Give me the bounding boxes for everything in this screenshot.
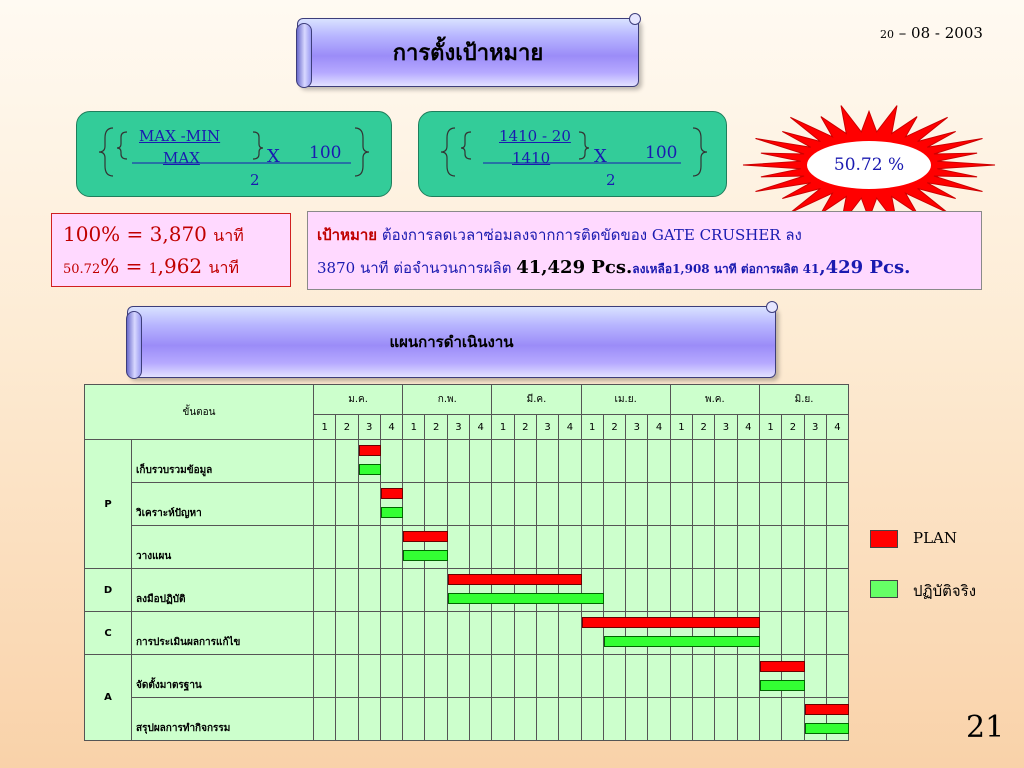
week-cell (425, 440, 447, 483)
table-row (85, 698, 849, 741)
week-cell (470, 526, 492, 569)
step-name: จัดตั้งมาตรฐาน (132, 655, 314, 698)
page-number: 21 (966, 710, 1005, 745)
legend-actual-label: ปฏิบัติจริง (913, 582, 977, 600)
week-cell (358, 698, 380, 741)
week-cell (514, 569, 536, 612)
week-cell (626, 655, 648, 698)
target-line-1-text: ต้องการลดเวลาซ่อมลงจากการติดขัดของ GATE CRUSHER ลง (377, 226, 802, 244)
week-cell (648, 612, 670, 655)
week-cell (536, 569, 558, 612)
week-cell (804, 612, 826, 655)
week-cell (380, 655, 402, 698)
formula-brackets-icon (419, 112, 726, 196)
week-cell (804, 569, 826, 612)
week-cell (670, 440, 692, 483)
week-cell (759, 526, 781, 569)
week-cell (380, 526, 402, 569)
target-line-1 (317, 223, 802, 247)
week-cell (782, 440, 804, 483)
formula-values-factor: 100 (645, 143, 678, 163)
month-header: ก.พ. (403, 385, 492, 415)
target-line-2-c: ลงเหลือ1,908 นาที ต่อการผลิต 41 (632, 262, 820, 276)
week-cell (737, 612, 759, 655)
week-cell (403, 440, 425, 483)
week-cell (782, 655, 804, 698)
week-cell (403, 612, 425, 655)
week-header: 3 (536, 415, 558, 440)
week-header: 4 (648, 415, 670, 440)
week-cell (782, 698, 804, 741)
page-title: การตั้งเป้าหมาย (392, 40, 544, 66)
week-cell (492, 612, 514, 655)
week-cell (425, 526, 447, 569)
week-header: 1 (492, 415, 514, 440)
week-cell (826, 526, 848, 569)
week-cell (715, 655, 737, 698)
week-header: 1 (759, 415, 781, 440)
week-cell (648, 698, 670, 741)
week-cell (470, 483, 492, 526)
formula-brackets-icon (77, 112, 391, 196)
week-cell (314, 655, 336, 698)
week-header: 2 (693, 415, 715, 440)
week-cell (403, 698, 425, 741)
week-cell (514, 483, 536, 526)
week-cell (559, 569, 581, 612)
week-cell (581, 526, 603, 569)
week-cell (358, 483, 380, 526)
week-header: 4 (380, 415, 402, 440)
formula-values-denominator: 1410 (512, 149, 551, 167)
week-cell (693, 440, 715, 483)
week-cell (314, 483, 336, 526)
month-header: ม.ค. (314, 385, 403, 415)
week-cell (826, 612, 848, 655)
week-cell (358, 440, 380, 483)
week-cell (626, 698, 648, 741)
week-cell (470, 655, 492, 698)
week-cell (759, 612, 781, 655)
formula-generic-box (76, 111, 392, 197)
week-cell (336, 569, 358, 612)
week-header: 3 (626, 415, 648, 440)
week-cell (804, 440, 826, 483)
week-cell (425, 698, 447, 741)
step-header: ขั้นตอน (85, 385, 314, 440)
week-cell (670, 526, 692, 569)
date-label (880, 24, 983, 42)
week-cell (670, 655, 692, 698)
result-burst (742, 103, 996, 228)
week-cell (314, 526, 336, 569)
week-cell (358, 612, 380, 655)
month-header: มิ.ย. (759, 385, 848, 415)
formula-values-box (418, 111, 727, 197)
week-cell (492, 698, 514, 741)
week-cell (759, 569, 781, 612)
week-cell (670, 698, 692, 741)
title-banner (297, 18, 639, 87)
week-cell (626, 440, 648, 483)
week-cell (603, 569, 625, 612)
week-cell (425, 655, 447, 698)
date-rest: – 08 - 2003 (894, 24, 983, 42)
week-header: 1 (403, 415, 425, 440)
week-cell (804, 483, 826, 526)
week-cell (514, 698, 536, 741)
week-cell (648, 569, 670, 612)
formula-generic-times: X (267, 146, 280, 167)
week-cell (358, 569, 380, 612)
month-header: มี.ค. (492, 385, 581, 415)
week-cell (693, 612, 715, 655)
week-cell (603, 612, 625, 655)
week-cell (380, 440, 402, 483)
table-row (85, 483, 849, 526)
time-line-1-unit: นาที (213, 226, 244, 245)
target-line-2-d: ,429 Pcs. (819, 257, 911, 278)
table-row (85, 440, 849, 483)
week-cell (492, 526, 514, 569)
week-cell (693, 526, 715, 569)
week-cell (314, 569, 336, 612)
week-cell (826, 698, 848, 741)
week-cell (425, 483, 447, 526)
step-name: วิเคราะห์ปัญหา (132, 483, 314, 526)
week-cell (826, 655, 848, 698)
target-label: เป้าหมาย (317, 226, 378, 244)
week-cell (648, 526, 670, 569)
week-cell (826, 483, 848, 526)
week-cell (314, 440, 336, 483)
table-row (85, 655, 849, 698)
target-line-2-b: 41,429 Pcs. (516, 257, 633, 278)
week-header: 3 (358, 415, 380, 440)
week-cell (626, 526, 648, 569)
week-cell (715, 483, 737, 526)
formula-generic-numerator: MAX -MIN (139, 127, 221, 145)
week-header: 1 (314, 415, 336, 440)
week-cell (581, 655, 603, 698)
week-cell (559, 612, 581, 655)
week-cell (403, 655, 425, 698)
week-cell (737, 569, 759, 612)
week-cell (447, 526, 469, 569)
phase-code: A (85, 655, 132, 741)
formula-generic-divisor: 2 (250, 171, 260, 189)
week-cell (492, 440, 514, 483)
week-cell (670, 569, 692, 612)
week-header: 4 (737, 415, 759, 440)
week-cell (826, 440, 848, 483)
week-header: 1 (670, 415, 692, 440)
plan-banner (127, 306, 776, 378)
week-cell (782, 612, 804, 655)
week-cell (358, 526, 380, 569)
week-cell (314, 612, 336, 655)
week-header: 3 (447, 415, 469, 440)
week-cell (447, 698, 469, 741)
week-header: 4 (826, 415, 848, 440)
week-cell (670, 612, 692, 655)
phase-code: P (85, 440, 132, 569)
week-cell (715, 698, 737, 741)
week-cell (492, 483, 514, 526)
week-cell (536, 526, 558, 569)
week-cell (693, 483, 715, 526)
week-cell (715, 440, 737, 483)
week-cell (581, 569, 603, 612)
result-value: 50.72 % (833, 155, 905, 175)
week-cell (336, 526, 358, 569)
week-cell (693, 569, 715, 612)
week-cell (380, 612, 402, 655)
week-cell (447, 483, 469, 526)
time-line-2-percent: 50.72 (63, 262, 101, 277)
week-cell (715, 526, 737, 569)
week-cell (514, 612, 536, 655)
week-cell (336, 655, 358, 698)
step-name: การประเมินผลการแก้ไข (132, 612, 314, 655)
week-cell (603, 698, 625, 741)
week-cell (380, 483, 402, 526)
week-cell (737, 698, 759, 741)
week-cell (559, 483, 581, 526)
time-box (51, 213, 291, 287)
week-cell (603, 440, 625, 483)
week-cell (470, 440, 492, 483)
week-cell (826, 569, 848, 612)
week-cell (514, 655, 536, 698)
week-cell (626, 612, 648, 655)
table-row (85, 612, 849, 655)
table-row (85, 526, 849, 569)
week-cell (559, 655, 581, 698)
week-cell (536, 655, 558, 698)
step-name: ลงมือปฏิบัติ (132, 569, 314, 612)
week-cell (782, 526, 804, 569)
week-cell (670, 483, 692, 526)
step-name: สรุปผลการทำกิจกรรม (132, 698, 314, 741)
week-header: 3 (715, 415, 737, 440)
month-header: เม.ย. (581, 385, 670, 415)
week-cell (492, 569, 514, 612)
week-cell (603, 483, 625, 526)
week-header: 4 (470, 415, 492, 440)
week-cell (581, 483, 603, 526)
target-line-2-a: 3870 นาที ต่อจำนวนการผลิต (317, 259, 517, 277)
week-cell (648, 483, 670, 526)
week-cell (581, 612, 603, 655)
week-cell (403, 483, 425, 526)
week-cell (470, 569, 492, 612)
week-header: 2 (336, 415, 358, 440)
week-cell (648, 655, 670, 698)
week-cell (759, 483, 781, 526)
week-cell (626, 569, 648, 612)
target-line-2 (317, 256, 910, 280)
phase-code: C (85, 612, 132, 655)
week-cell (536, 698, 558, 741)
time-line-2-thousands: 1 (148, 261, 158, 277)
week-cell (782, 483, 804, 526)
plan-title: แผนการดำเนินงาน (389, 333, 514, 351)
time-line-2 (63, 254, 239, 281)
week-header: 2 (603, 415, 625, 440)
time-line-1-value: 100% = 3,870 (63, 222, 214, 246)
week-cell (737, 655, 759, 698)
week-cell (737, 483, 759, 526)
week-cell (447, 440, 469, 483)
gantt-table (84, 384, 849, 741)
week-cell (759, 440, 781, 483)
week-cell (737, 526, 759, 569)
week-cell (581, 698, 603, 741)
week-cell (425, 612, 447, 655)
legend-actual-swatch (870, 580, 898, 598)
formula-values-numerator: 1410 - 20 (499, 127, 571, 145)
week-cell (425, 569, 447, 612)
time-line-1 (63, 222, 244, 249)
time-line-2-unit: นาที (208, 258, 239, 277)
week-cell (536, 612, 558, 655)
week-cell (603, 526, 625, 569)
week-cell (626, 483, 648, 526)
legend-plan-swatch (870, 530, 898, 548)
week-cell (693, 655, 715, 698)
week-cell (536, 483, 558, 526)
week-cell (559, 698, 581, 741)
week-cell (358, 655, 380, 698)
step-name: เก็บรวบรวมข้อมูล (132, 440, 314, 483)
week-cell (804, 526, 826, 569)
week-header: 1 (581, 415, 603, 440)
week-cell (447, 655, 469, 698)
week-header: 4 (559, 415, 581, 440)
week-cell (492, 655, 514, 698)
week-cell (470, 698, 492, 741)
week-cell (514, 526, 536, 569)
week-cell (715, 569, 737, 612)
date-day: 20 (880, 28, 894, 41)
week-header: 3 (804, 415, 826, 440)
week-cell (804, 698, 826, 741)
target-box (307, 211, 982, 290)
week-cell (447, 569, 469, 612)
week-cell (759, 698, 781, 741)
week-cell (715, 612, 737, 655)
week-cell (693, 698, 715, 741)
time-line-2-eq: % = (100, 254, 149, 278)
week-cell (380, 698, 402, 741)
week-cell (804, 655, 826, 698)
week-cell (314, 698, 336, 741)
week-cell (737, 440, 759, 483)
formula-values-divisor: 2 (606, 171, 616, 189)
week-cell (648, 440, 670, 483)
week-cell (380, 569, 402, 612)
formula-generic-factor: 100 (309, 143, 342, 163)
week-header: 2 (425, 415, 447, 440)
week-cell (403, 526, 425, 569)
formula-generic-denominator: MAX (163, 149, 200, 167)
week-header: 2 (514, 415, 536, 440)
week-cell (759, 655, 781, 698)
week-cell (336, 698, 358, 741)
week-cell (336, 612, 358, 655)
week-cell (514, 440, 536, 483)
month-header: พ.ค. (670, 385, 759, 415)
legend-plan-label: PLAN (913, 529, 958, 547)
week-cell (581, 440, 603, 483)
step-name: วางแผน (132, 526, 314, 569)
week-header: 2 (782, 415, 804, 440)
formula-values-times: X (594, 146, 607, 167)
week-cell (336, 440, 358, 483)
week-cell (559, 440, 581, 483)
week-cell (603, 655, 625, 698)
time-line-2-value: ,962 (157, 254, 209, 278)
phase-code: D (85, 569, 132, 612)
week-cell (559, 526, 581, 569)
week-cell (470, 612, 492, 655)
week-cell (447, 612, 469, 655)
table-row (85, 569, 849, 612)
week-cell (403, 569, 425, 612)
week-cell (336, 483, 358, 526)
week-cell (536, 440, 558, 483)
week-cell (782, 569, 804, 612)
